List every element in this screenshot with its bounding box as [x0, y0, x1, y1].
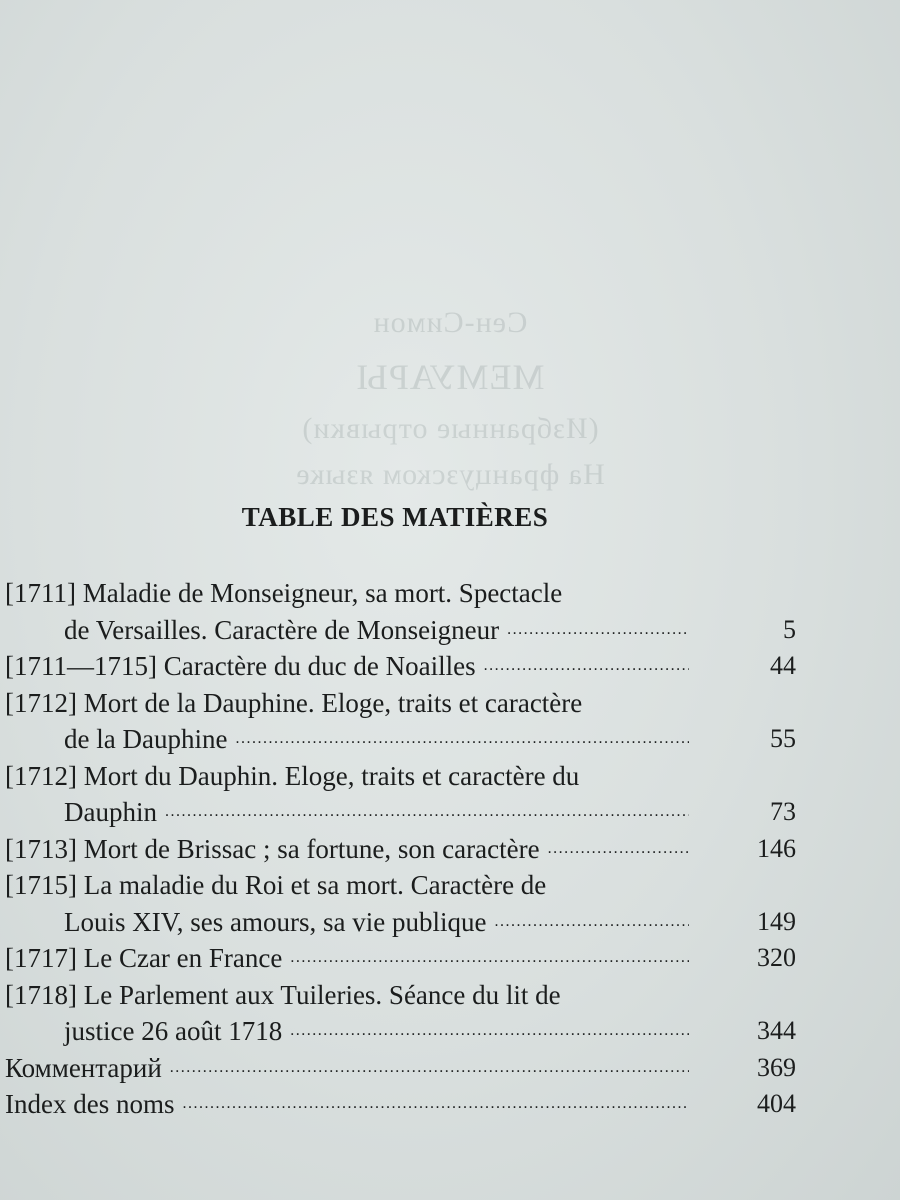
toc-entry [0, 831, 900, 868]
toc-entry [0, 648, 900, 685]
toc-entry [0, 867, 900, 940]
bleed-through-text: (Избранные отрывки) [301, 412, 599, 445]
toc-page-number: 369 [757, 1052, 796, 1082]
toc-entry-text: Комментарий [5, 1052, 162, 1083]
toc-entry-text: Dauphin [64, 797, 157, 827]
bleed-through-text: На французском языке [295, 458, 605, 491]
toc-entry-line [0, 721, 900, 758]
dot-leader [484, 648, 689, 685]
toc-entry-text: Index des noms [5, 1089, 175, 1119]
toc-entry [0, 758, 900, 831]
dot-leader [182, 1086, 689, 1123]
toc-entry-line [0, 940, 900, 977]
toc-entry-line [0, 1086, 900, 1123]
dot-leader [494, 904, 689, 941]
table-of-contents [0, 575, 900, 1123]
dot-leader [170, 1050, 689, 1087]
toc-entry [0, 1050, 900, 1087]
toc-entry-line [0, 575, 900, 612]
toc-entry-text: [1711—1715] Caractère du duc de Noailles [5, 651, 476, 681]
toc-page-number: 55 [770, 724, 796, 753]
toc-entry-line [0, 794, 900, 831]
toc-page-number: 44 [770, 651, 796, 680]
toc-entry-text: [1711] Maladie de Monseigneur, sa mort. Spectacle [5, 578, 563, 608]
toc-entry-line [0, 1013, 900, 1050]
dot-leader [235, 721, 689, 758]
toc-entry-text: [1715] La maladie du Roi et sa mort. Caractère de [5, 870, 547, 900]
toc-entry-line [0, 1050, 900, 1087]
toc-page-number: 73 [770, 797, 796, 826]
toc-entry-text: justice 26 août 1718 [64, 1016, 283, 1046]
toc-page-number: 149 [757, 906, 796, 936]
toc-entry-line [0, 612, 900, 649]
toc-entry-text: [1713] Mort de Brissac ; sa fortune, son caractère [5, 833, 540, 864]
toc-entry [0, 940, 900, 977]
toc-entry [0, 977, 900, 1050]
toc-page-number: 404 [757, 1089, 796, 1118]
toc-page-number: 146 [757, 833, 796, 863]
toc-entry-text: Louis XIV, ses amours, sa vie publique [64, 906, 487, 937]
toc-entry-text: [1717] Le Czar en France [5, 943, 283, 973]
toc-page-number: 344 [757, 1016, 796, 1045]
dot-leader [165, 794, 689, 831]
toc-entry-line [0, 904, 900, 941]
toc-page-number: 320 [757, 943, 796, 972]
toc-entry-text: de Versailles. Caractère de Monseigneur [64, 614, 500, 645]
toc-page-number: 5 [783, 614, 796, 644]
toc-entry-line [0, 867, 900, 904]
toc-entry-text: [1718] Le Parlement aux Tuileries. Séance du lit de [5, 979, 561, 1010]
toc-entry-text: de la Dauphine [64, 724, 228, 754]
toc-entry [0, 575, 900, 648]
dot-leader [290, 940, 689, 977]
toc-entry-line [0, 648, 900, 685]
toc-entry-line [0, 831, 900, 868]
bleed-through-text: Сен-Симон [372, 306, 528, 339]
page-title: TABLE DES MATIÈRES [241, 502, 549, 532]
dot-leader [548, 831, 689, 868]
dot-leader [290, 1013, 689, 1050]
toc-entry-line [0, 758, 900, 795]
toc-entry [0, 685, 900, 758]
toc-entry [0, 1086, 900, 1123]
toc-entry-text: [1712] Mort de la Dauphine. Eloge, traits et caractère [5, 687, 583, 718]
bleed-through-text: МЕМУАРЫ [355, 357, 545, 397]
toc-entry-text: [1712] Mort du Dauphin. Eloge, traits et caractère du [5, 760, 580, 791]
toc-entry-line [0, 977, 900, 1014]
toc-entry-line [0, 685, 900, 722]
dot-leader [507, 612, 689, 649]
